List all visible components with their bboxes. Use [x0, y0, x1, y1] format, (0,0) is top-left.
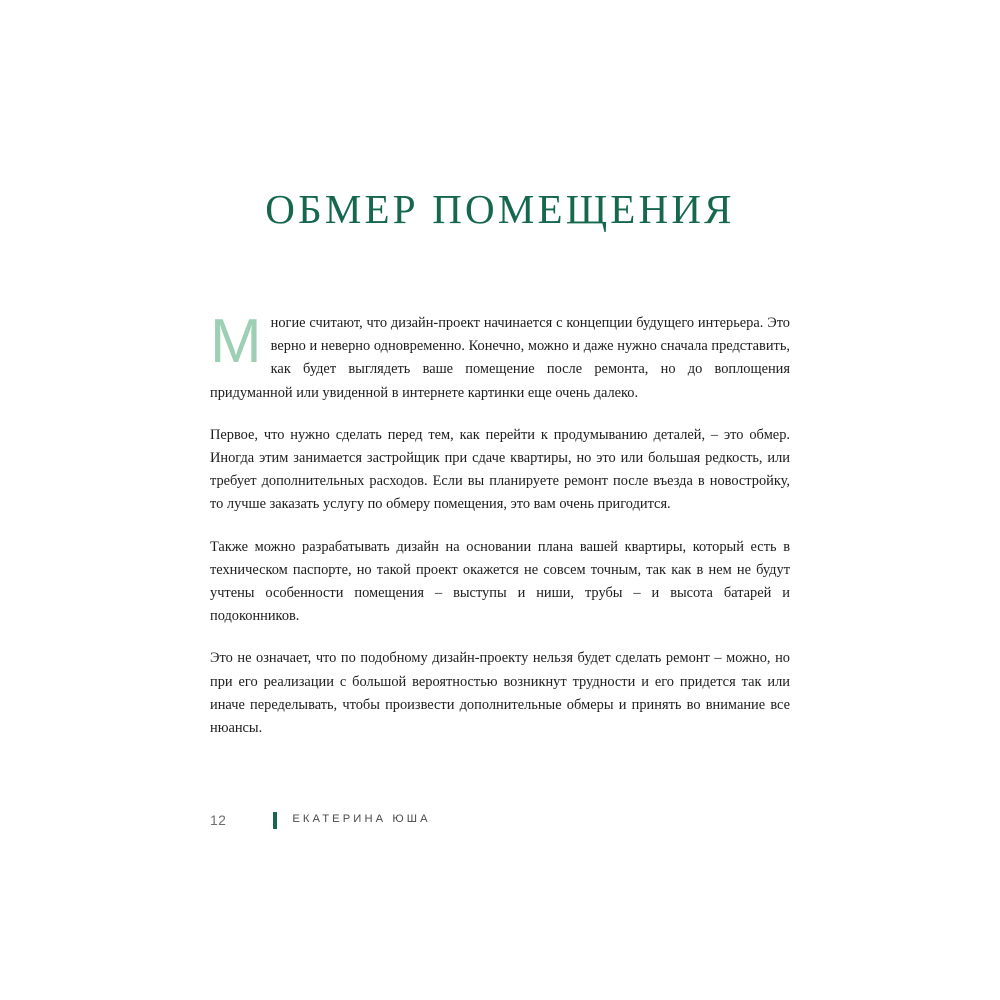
paragraph-2: Первое, что нужно сделать перед тем, как перейти к продумыванию деталей, – это обмер. Иногда этим занимается застройщик при сдаче квартиры, но это или большая редкость, или требует дополнительных расходов. Если вы планируете ремонт после въезда в новостройку, то лучше заказать услугу по обмеру помещения, это вам очень пригодится.	[210, 426, 790, 513]
paragraph-1-text: ногие считают, что дизайн-проект начинается с концепции будущего интерьера. Это верно и неверно одновременно. Конечно, можно и даже нужно сначала представить, как будет выглядеть ваше помещение после ремонта, но до воплощения придуманной или увиденной в интернете картинки еще очень далеко.	[210, 315, 790, 401]
drop-cap: М	[210, 307, 262, 376]
paragraph-4: Это не означает, что по подобному дизайн-проекту нельзя будет сделать ремонт – можно, но при его реализации с большой вероятностью возникнут трудности и его придется так или иначе переделывать, чтобы произвести дополнительные обмеры и принять во внимание все нюансы.	[210, 650, 790, 737]
body-text-column	[210, 307, 790, 740]
footer-author-name: ЕКАТЕРИНА ЮША	[292, 813, 431, 826]
footer-divider-bar	[273, 812, 277, 829]
page-footer	[210, 810, 431, 830]
page-title: ОБМЕР ПОМЕЩЕНИЯ	[265, 186, 735, 233]
page-number: 12	[210, 812, 227, 828]
paragraph-1	[210, 307, 790, 405]
paragraph-3: Также можно разрабатывать дизайн на основании плана вашей квартиры, который есть в техническом паспорте, но такой проект окажется не совсем точным, так как в нем не будут учтены особенности помещения – выступы и ниши, трубы – и высота батарей и подоконников.	[210, 538, 790, 625]
